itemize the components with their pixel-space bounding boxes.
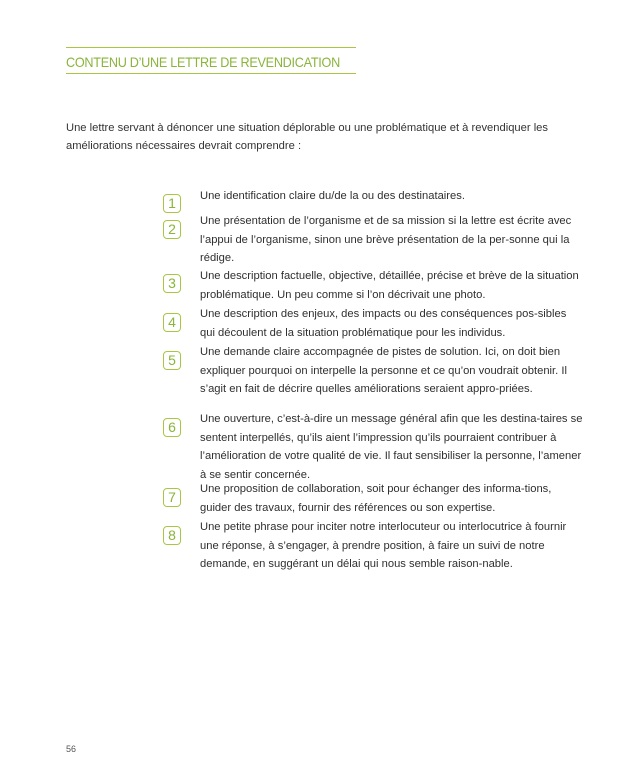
number-badge: 3 xyxy=(163,274,181,293)
list-item-text: Une présentation de l’organisme et de sa mission si la lettre est écrite avec l’appui de l’organisme, sinon une brève présentation de la per-sonne qui la rédige. xyxy=(200,215,572,264)
number-badge: 4 xyxy=(163,313,181,332)
intro-paragraph: Une lettre servant à dénoncer une situation déplorable ou une problématique et à revendiquer les améliorations nécessaires devrait comprendre : xyxy=(66,122,549,152)
list-item-text: Une demande claire accompagnée de pistes de solution. Ici, on doit bien expliquer pourquoi on interpelle la personne et ce qu’on voudrait obtenir. Il s’agit en fait de décrire quelles améliorations seraient appro-priées. xyxy=(200,346,567,395)
page-number: 56 xyxy=(66,744,77,754)
number-badge: 5 xyxy=(163,351,181,370)
heading-rule-top xyxy=(66,47,356,48)
list-item-text: Une identification claire du/de la ou des destinataires. xyxy=(200,190,465,202)
list-item-text: Une petite phrase pour inciter notre interlocuteur ou interlocutrice à fournir une réponse, à s’engager, à prendre position, à faire un suivi de notre demande, en suggérant un délai qui nous semble raison-nable. xyxy=(200,521,567,570)
heading-rule-bottom xyxy=(66,73,356,74)
list-item-text: Une description des enjeux, des impacts ou des conséquences pos-sibles qui découlent de la situation problématique pour les individus. xyxy=(200,308,567,339)
list-item-text: Une description factuelle, objective, détaillée, précise et brève de la situation problématique. Un peu comme si l’on décrivait une photo. xyxy=(200,270,579,301)
heading-title: CONTENU D’UNE LETTRE DE REVENDICATION xyxy=(66,55,340,70)
number-badge: 7 xyxy=(163,488,181,507)
section-heading xyxy=(66,47,356,74)
list-item-text: Une ouverture, c’est-à-dire un message général afin que les destina-taires se sentent interpellés, qu’ils aient l’impression qu’ils pourraient contribuer à l’amélioration de votre qualité de vie. Il faut sensibiliser la personne, l’amener à se sentir concernée. xyxy=(200,413,583,481)
number-badge: 8 xyxy=(163,526,181,545)
number-badge: 1 xyxy=(163,194,181,213)
number-badge: 6 xyxy=(163,418,181,437)
number-badge: 2 xyxy=(163,220,181,239)
list-item-text: Une proposition de collaboration, soit pour échanger des informa-tions, guider des travaux, fournir des références ou son expertise. xyxy=(200,483,552,514)
